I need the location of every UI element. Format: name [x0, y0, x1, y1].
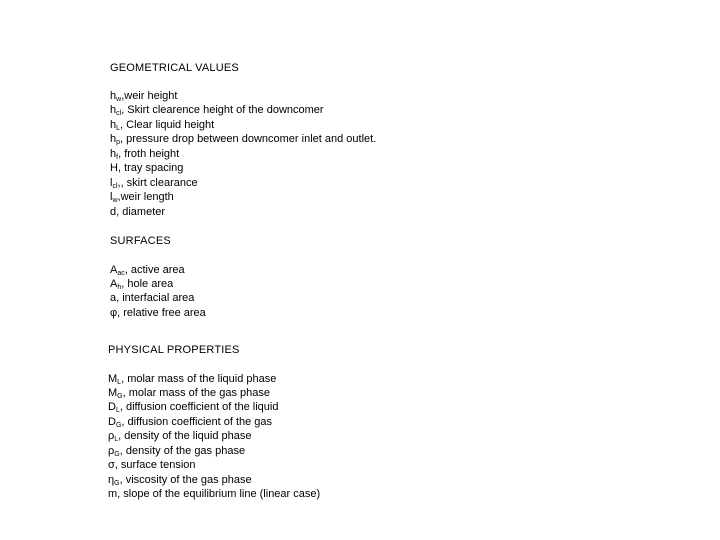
symbol-line: a, interfacial area	[110, 292, 195, 304]
symbol-line: $h_{cl}$, Skirt clearence height of the downcomer	[110, 104, 324, 117]
symbol-line: $\rho_L$, density of the liquid phase	[108, 430, 252, 443]
symbol-line: $A_{ac}$, active area	[110, 264, 185, 277]
symbol-line: $\eta_G$, viscosity of the gas phase	[108, 474, 252, 487]
symbol-line: $h_p$, pressure drop between downcomer inlet and outlet.	[110, 133, 377, 146]
symbol-line: $l_{cl}$,, skirt clearance	[110, 177, 198, 190]
symbol-line: $h_f$, froth height	[110, 148, 180, 161]
symbol-line: $D_G$, diffusion coefficient of the gas	[108, 416, 273, 429]
symbol-line: σ, surface tension	[108, 459, 196, 471]
symbol-line: m, slope of the equilibrium line (linear case)	[108, 488, 321, 500]
section-heading: GEOMETRICAL VALUES	[110, 62, 239, 74]
section-heading: PHYSICAL PROPERTIES	[108, 344, 240, 356]
symbol-line: H, tray spacing	[110, 162, 184, 174]
symbol-line: $M_L$, molar mass of the liquid phase	[108, 373, 277, 386]
symbol-line: $A_h$, hole area	[110, 278, 174, 291]
symbol-line: $l_w,weir$ length	[110, 191, 174, 204]
symbol-line: $M_G$, molar mass of the gas phase	[108, 387, 270, 400]
symbol-line: φ, relative free area	[110, 307, 206, 319]
symbol-line: $D_L$, diffusion coefficient of the liquid	[108, 401, 279, 414]
symbol-line: d, diameter	[110, 206, 166, 218]
symbol-line: $h_L$, Clear liquid height	[110, 119, 215, 132]
symbol-line: $h_w,weir$ height	[110, 90, 178, 103]
symbol-line: $\rho_G$, density of the gas phase	[108, 445, 246, 458]
section-heading: SURFACES	[110, 235, 171, 247]
